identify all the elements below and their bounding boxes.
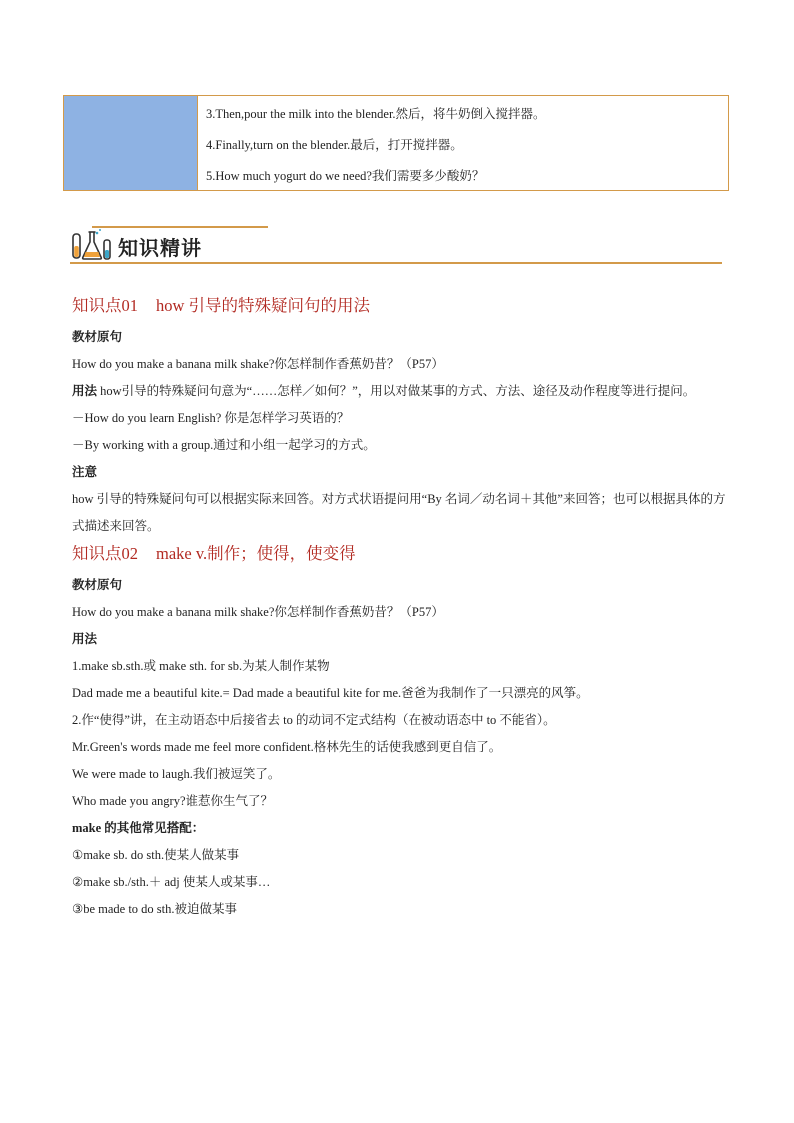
- table-right-cell: [198, 96, 728, 190]
- kp2-collocation: ③be made to do sth.被迫做某事: [72, 902, 238, 916]
- kp2-usage-line: We were made to laugh.我们被逗笑了。: [72, 767, 281, 781]
- kp1-note-text: how 引导的特殊疑问句可以根据实际来回答。对方式状语提问用“By 名词／动名词＋其他”来回答；也可以根据具体的方式描述来回答。: [72, 492, 726, 533]
- kp1-example-answer: －By working with a group.通过和小组一起学习的方式。: [72, 438, 376, 452]
- kp2-other-label: make 的其他常见搭配：: [72, 821, 205, 835]
- kp2-usage-line: Who made you angry?谁惹你生气了？: [72, 794, 274, 808]
- table-row: 3.Then,pour the milk into the blender.然后，将牛奶倒入搅拌器。: [206, 107, 546, 121]
- kp1-usage-text: how引导的特殊疑问句意为“……怎样／如何？”，用以对做某事的方式、方法、途径及动作程度等进行提问。: [97, 384, 696, 398]
- flask-icon: [70, 228, 114, 262]
- kp1-number: 知识点01: [72, 296, 138, 315]
- kp2-source-sentence: How do you make a banana milk shake?你怎样制作香蕉奶昔？（P57）: [72, 605, 444, 619]
- kp2-usage-line: 1.make sb.sth.或 make sth. for sb.为某人制作某物: [72, 659, 330, 673]
- kp2-number: 知识点02: [72, 544, 138, 563]
- kp1-heading: [72, 292, 732, 320]
- kp2-heading: [72, 540, 732, 568]
- kp1-source-sentence: How do you make a banana milk shake?你怎样制作香蕉奶昔？（P57）: [72, 357, 444, 371]
- header-top-rule: [92, 226, 268, 228]
- kp2-usage-label: 用法: [72, 632, 98, 646]
- kp2-title: make v.制作；使得，使变得: [156, 544, 356, 563]
- table-row: 4.Finally,turn on the blender.最后，打开搅拌器。: [206, 138, 463, 152]
- kp1-example-question: －How do you learn English? 你是怎样学习英语的？: [72, 411, 350, 425]
- instruction-table: [63, 95, 729, 191]
- kp2-usage-line: Mr.Green's words made me feel more confident.格林先生的话使我感到更自信了。: [72, 740, 502, 754]
- section-header: [70, 222, 722, 266]
- table-row: 5.How much yogurt do we need?我们需要多少酸奶？: [206, 169, 485, 183]
- kp1-usage-label: 用法: [72, 384, 98, 398]
- content-body: [72, 292, 732, 923]
- kp1-usage: [72, 378, 732, 405]
- kp1-title: how 引导的特殊疑问句的用法: [156, 296, 371, 315]
- section-title: 知识精讲: [118, 236, 202, 260]
- kp1-note-label: 注意: [72, 465, 98, 479]
- kp2-collocation: ②make sb./sth.＋ adj 使某人或某事…: [72, 875, 271, 889]
- table-left-cell: [64, 96, 198, 190]
- kp2-collocation: ①make sb. do sth.使某人做某事: [72, 848, 240, 862]
- kp1-source-label: 教材原句: [72, 330, 123, 344]
- header-bottom-rule: [70, 262, 722, 264]
- kp2-usage-line: Dad made me a beautiful kite.= Dad made a beautiful kite for me.爸爸为我制作了一只漂亮的风筝。: [72, 686, 589, 700]
- kp2-source-label: 教材原句: [72, 578, 123, 592]
- kp2-usage-line: 2.作“使得”讲，在主动语态中后接省去 to 的动词不定式结构（在被动语态中 to 不能省）。: [72, 713, 556, 727]
